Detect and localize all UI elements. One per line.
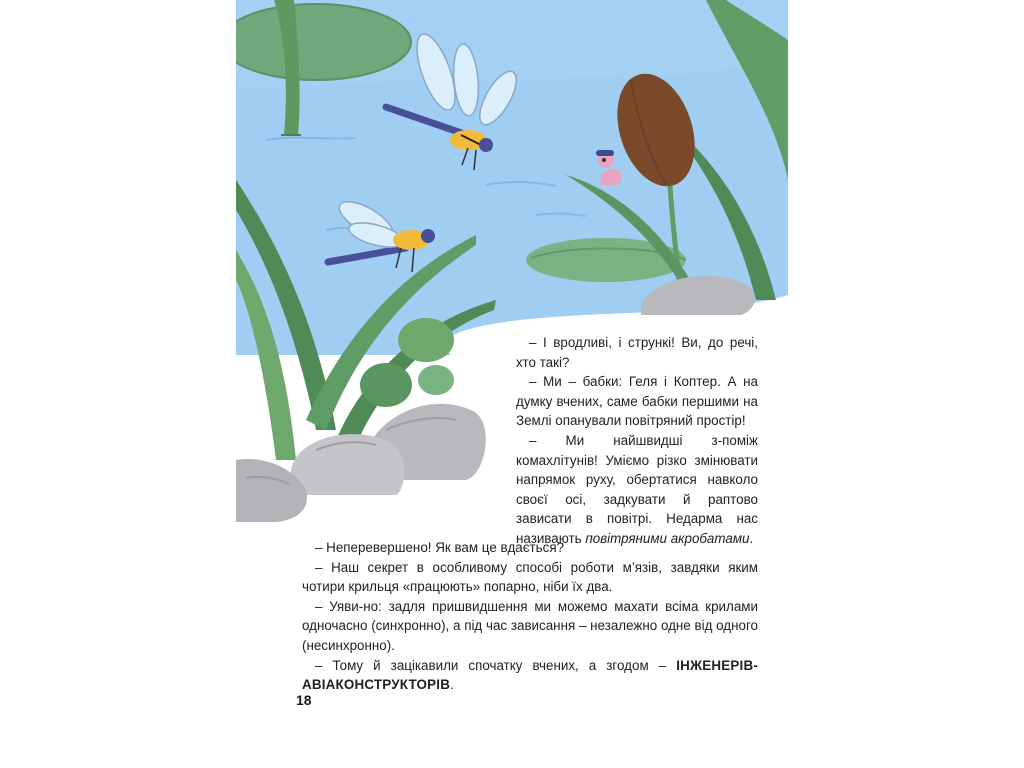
paragraph: – Ми – бабки: Геля і Коптер. А на думку вчених, саме бабки першими на Землі опанували повітряний простір! xyxy=(516,374,758,429)
book-page xyxy=(236,0,788,768)
paragraph: – Неперевершено! Як вам це вдається? xyxy=(315,540,565,555)
right-column-text xyxy=(516,333,758,549)
paragraph: – Ми найшвидші з-поміж комахлітунів! Уміємо різко змінювати напрямок руху, обертатися навколо своєї осі, задкувати й раптово зависати в повітрі. Недарма нас називають повітряними акробатами. xyxy=(516,432,758,546)
italic-phrase: повітряними акробатами xyxy=(585,530,750,546)
emphasis-term: ІНЖЕНЕРІВ-АВІАКОНСТРУКТОРІВ xyxy=(302,657,758,693)
paragraph: – Уяви-но: задля пришвидшення ми можемо махати всіма крилами одночасно (синхронно), а під час зависання – незалежно одне від одного (несинхронно). xyxy=(302,598,758,653)
full-width-text xyxy=(302,538,758,695)
page-number: 18 xyxy=(296,692,312,708)
paragraph: – І вродливі, і стрункі! Ви, до речі, хто такі? xyxy=(516,335,758,370)
paragraph: – Наш секрет в особливому способі роботи м’язів, завдяки яким чотири крильця «працюють» попарно, ніби їх два. xyxy=(302,559,758,595)
paragraph: – Тому й зацікавили спочатку вчених, а згодом – ІНЖЕНЕРІВ-АВІАКОНСТРУКТОРІВ. xyxy=(302,657,758,693)
